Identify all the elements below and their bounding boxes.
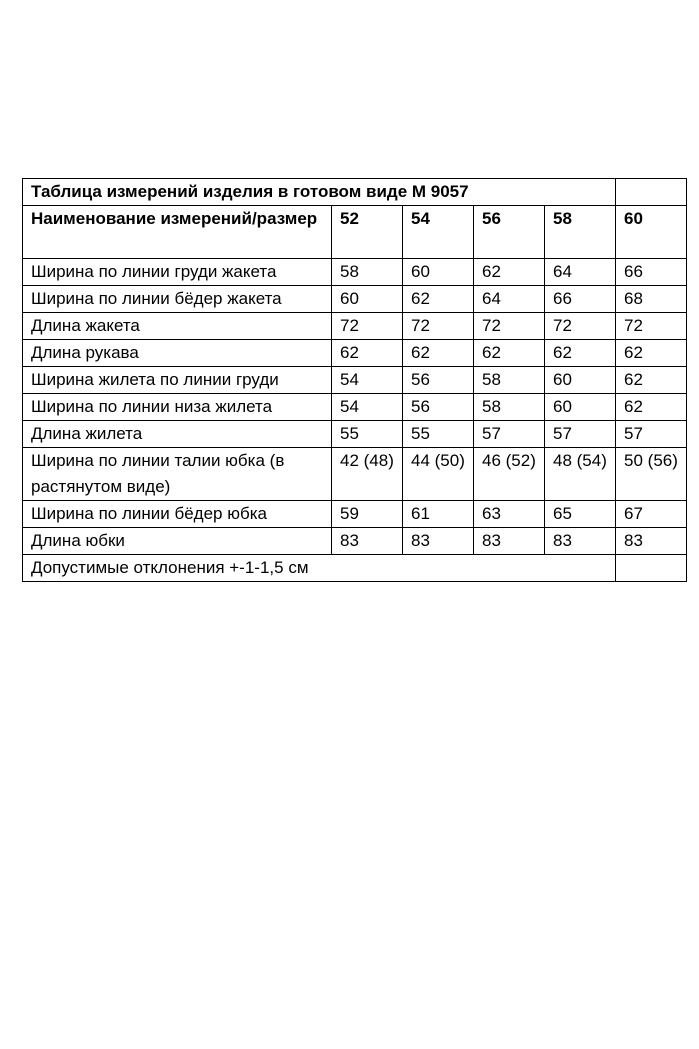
row-value: 62	[616, 340, 687, 367]
row-value: 44 (50)	[403, 448, 474, 501]
header-size: 54	[403, 206, 474, 259]
table-title-row	[23, 179, 687, 206]
table-row	[23, 367, 687, 394]
row-value: 59	[332, 501, 403, 528]
row-name: Длина жилета	[23, 421, 332, 448]
header-size: 58	[545, 206, 616, 259]
empty-cell	[616, 179, 687, 206]
table-row	[23, 286, 687, 313]
row-value: 66	[545, 286, 616, 313]
row-name: Ширина по линии бёдер жакета	[23, 286, 332, 313]
row-value: 62	[474, 259, 545, 286]
row-value: 67	[616, 501, 687, 528]
table-row	[23, 394, 687, 421]
table-header-row	[23, 206, 687, 259]
row-value: 58	[474, 367, 545, 394]
row-value: 57	[545, 421, 616, 448]
row-value: 72	[403, 313, 474, 340]
header-size: 52	[332, 206, 403, 259]
table-row	[23, 259, 687, 286]
header-size: 56	[474, 206, 545, 259]
table-row	[23, 340, 687, 367]
row-value: 83	[616, 528, 687, 555]
header-size: 60	[616, 206, 687, 259]
row-value: 56	[403, 394, 474, 421]
row-value: 64	[474, 286, 545, 313]
row-value: 72	[545, 313, 616, 340]
row-value: 56	[403, 367, 474, 394]
row-value: 65	[545, 501, 616, 528]
table-row	[23, 528, 687, 555]
row-value: 62	[474, 340, 545, 367]
row-value: 58	[474, 394, 545, 421]
table-row	[23, 501, 687, 528]
row-value: 57	[474, 421, 545, 448]
row-value: 62	[616, 367, 687, 394]
empty-cell	[616, 555, 687, 582]
row-value: 54	[332, 394, 403, 421]
row-value: 62	[545, 340, 616, 367]
row-value: 42 (48)	[332, 448, 403, 501]
table-row	[23, 448, 687, 501]
row-name: Длина юбки	[23, 528, 332, 555]
row-value: 60	[332, 286, 403, 313]
tolerance-note: Допустимые отклонения +-1-1,5 см	[23, 555, 616, 582]
row-value: 66	[616, 259, 687, 286]
row-name: Ширина по линии талии юбка (в растянутом виде)	[23, 448, 332, 501]
row-value: 55	[332, 421, 403, 448]
row-value: 62	[616, 394, 687, 421]
row-value: 58	[332, 259, 403, 286]
row-value: 68	[616, 286, 687, 313]
row-name: Ширина по линии низа жилета	[23, 394, 332, 421]
row-name: Ширина по линии груди жакета	[23, 259, 332, 286]
row-value: 83	[332, 528, 403, 555]
table-note-row	[23, 555, 687, 582]
row-value: 46 (52)	[474, 448, 545, 501]
row-value: 83	[474, 528, 545, 555]
row-value: 57	[616, 421, 687, 448]
row-value: 83	[545, 528, 616, 555]
row-value: 60	[403, 259, 474, 286]
table-title: Таблица измерений изделия в готовом виде М 9057	[23, 179, 616, 206]
row-value: 54	[332, 367, 403, 394]
row-name: Ширина по линии бёдер юбка	[23, 501, 332, 528]
row-value: 55	[403, 421, 474, 448]
row-value: 63	[474, 501, 545, 528]
table-row	[23, 421, 687, 448]
row-value: 62	[403, 340, 474, 367]
row-value: 72	[616, 313, 687, 340]
row-value: 62	[332, 340, 403, 367]
row-value: 48 (54)	[545, 448, 616, 501]
row-value: 60	[545, 367, 616, 394]
row-name: Ширина жилета по линии груди	[23, 367, 332, 394]
row-value: 72	[474, 313, 545, 340]
row-name: Длина жакета	[23, 313, 332, 340]
row-value: 50 (56)	[616, 448, 687, 501]
row-value: 72	[332, 313, 403, 340]
row-value: 64	[545, 259, 616, 286]
table-row	[23, 313, 687, 340]
row-value: 62	[403, 286, 474, 313]
header-name-label: Наименование измерений/размер	[23, 206, 332, 259]
row-name: Длина рукава	[23, 340, 332, 367]
row-value: 60	[545, 394, 616, 421]
measurement-table	[22, 178, 687, 582]
row-value: 83	[403, 528, 474, 555]
row-value: 61	[403, 501, 474, 528]
